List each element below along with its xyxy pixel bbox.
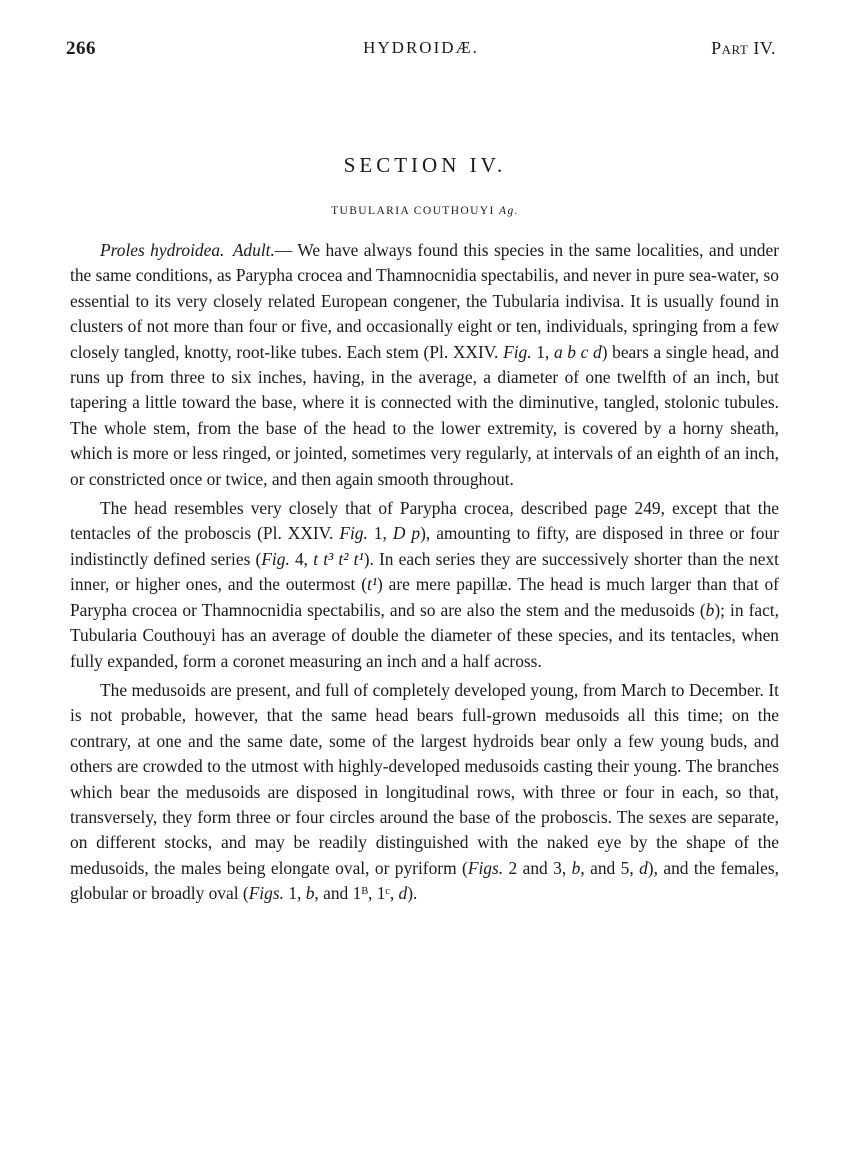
p3-fig-letters-4: d [398, 883, 408, 904]
running-title: HYDROIDÆ. [363, 38, 479, 57]
p2-fig-ref-2: Fig. [261, 548, 290, 569]
p1-text-3: ) bears a single head, and runs up from three to six inches, having, in the average, a diameter of one twelfth of an inch, but tapering a little toward the base, where it is connected with the diminutive, tangled, stolonic tubules. The whole stem, from the base of the head to the lower extremity, is covered by a horny sheath, which is more or less ringed, or jointed, sometimes very regularly, at intervals of an eighth of an inch, or constricted once or twice, and then again smooth throughout. [70, 341, 779, 489]
section-heading: SECTION IV. [343, 153, 507, 177]
p2-fig-letters-2: t t³ t² t¹ [313, 548, 364, 569]
running-header [66, 38, 776, 68]
p2-text-7: ); in fact, Tubularia Couthouyi has an average of double the diameter of these species, and its tentacles, when fully expanded, form a coronet measuring an inch and a half across. [70, 599, 779, 671]
p3-fig-letters-1: b [571, 857, 581, 878]
p3-figs-ref-1: Figs. [467, 857, 504, 878]
page-number: 266 [66, 38, 96, 59]
p1-fig-ref: Fig. [503, 341, 532, 362]
p1-fig-letters: a b c d [553, 341, 602, 362]
p2-fig-letters-3: t¹ [367, 574, 378, 595]
p1-text-1: — We have always found this species in the same localities, and under the same conditions, as Parypha crocea and Thamnocnidia spectabilis, and never in pure sea-water, so essential to its very closely related European congener, the Tubularia indivisa. It is usually found in clusters of not more than four or five, and occasionally eight or ten, individuals, springing from a few closely tangled, knotty, root-like tubes. Each stem (Pl. XXIV. [70, 240, 779, 362]
p1-text-2: 1, [536, 341, 550, 362]
p3-text-4: ), and the females, globular or broadly oval ( [70, 857, 779, 904]
part-label: Part IV. [711, 38, 776, 58]
species-author: Ag. [499, 205, 519, 217]
paragraph-1 [70, 238, 779, 492]
p2-text-2: 1, [373, 523, 387, 544]
p3-text-3: , and 5, [580, 857, 634, 878]
paragraph-3 [70, 678, 779, 907]
p3-text-6: , and 1ᴮ, 1ᶜ, [314, 883, 395, 904]
paragraph-2 [70, 496, 779, 674]
p3-fig-letters-3: b [305, 883, 315, 904]
p2-text-4: 4, [294, 548, 309, 569]
species-name: TUBULARIA COUTHOUYI [331, 205, 495, 217]
p3-fig-letters-2: d [639, 857, 648, 878]
p3-text-1: The medusoids are present, and full of completely developed young, from March to December. It is not probable, however, that the same head bears full-grown medusoids all this time; on the contrary, at one and the same date, some of the largest hydroids bear only a few young buds, and others are crowded to the utmost with highly-developed medusoids casting their young. The branches which bear the medusoids are disposed in longitudinal rows, with three or four in each, so that, transversely, they form three or four circles around the base of the proboscis. The sexes are separate, on different stocks, and may be readily distinguished with the naked eye by the shape of the medusoids, the males being elongate oval, or pyriform ( [70, 679, 779, 878]
p3-figs-ref-2: Figs. [248, 883, 284, 904]
body-text [70, 238, 779, 907]
p3-text-2: 2 and 3, [508, 857, 567, 878]
p2-text-6: ) are mere papillæ. The head is much larger than that of Parypha crocea or Thamnocnidia spectabilis, and so are also the stem and the medusoids ( [70, 574, 779, 620]
p2-fig-letters-1: D p [392, 523, 421, 544]
p2-text-1: The head resembles very closely that of Parypha crocea, described page 249, except that the tentacles of the proboscis (Pl. XXIV. [70, 498, 779, 544]
p3-text-7: ). [407, 883, 418, 904]
p2-fig-ref-1: Fig. [339, 523, 368, 544]
p2-text-3: ), amounting to fifty, are disposed in three or four indistinctly defined series ( [70, 523, 779, 569]
p3-text-5: 1, [288, 883, 302, 904]
lead-italic-adult: Adult. [232, 240, 275, 260]
species-heading [0, 205, 850, 217]
lead-italic-proles: Proles hydroidea. [100, 240, 225, 260]
p2-text-5: ). In each series they are successively shorter than the next inner, or higher ones, and the outermost ( [70, 548, 779, 595]
p2-fig-letters-4: b [705, 599, 715, 620]
